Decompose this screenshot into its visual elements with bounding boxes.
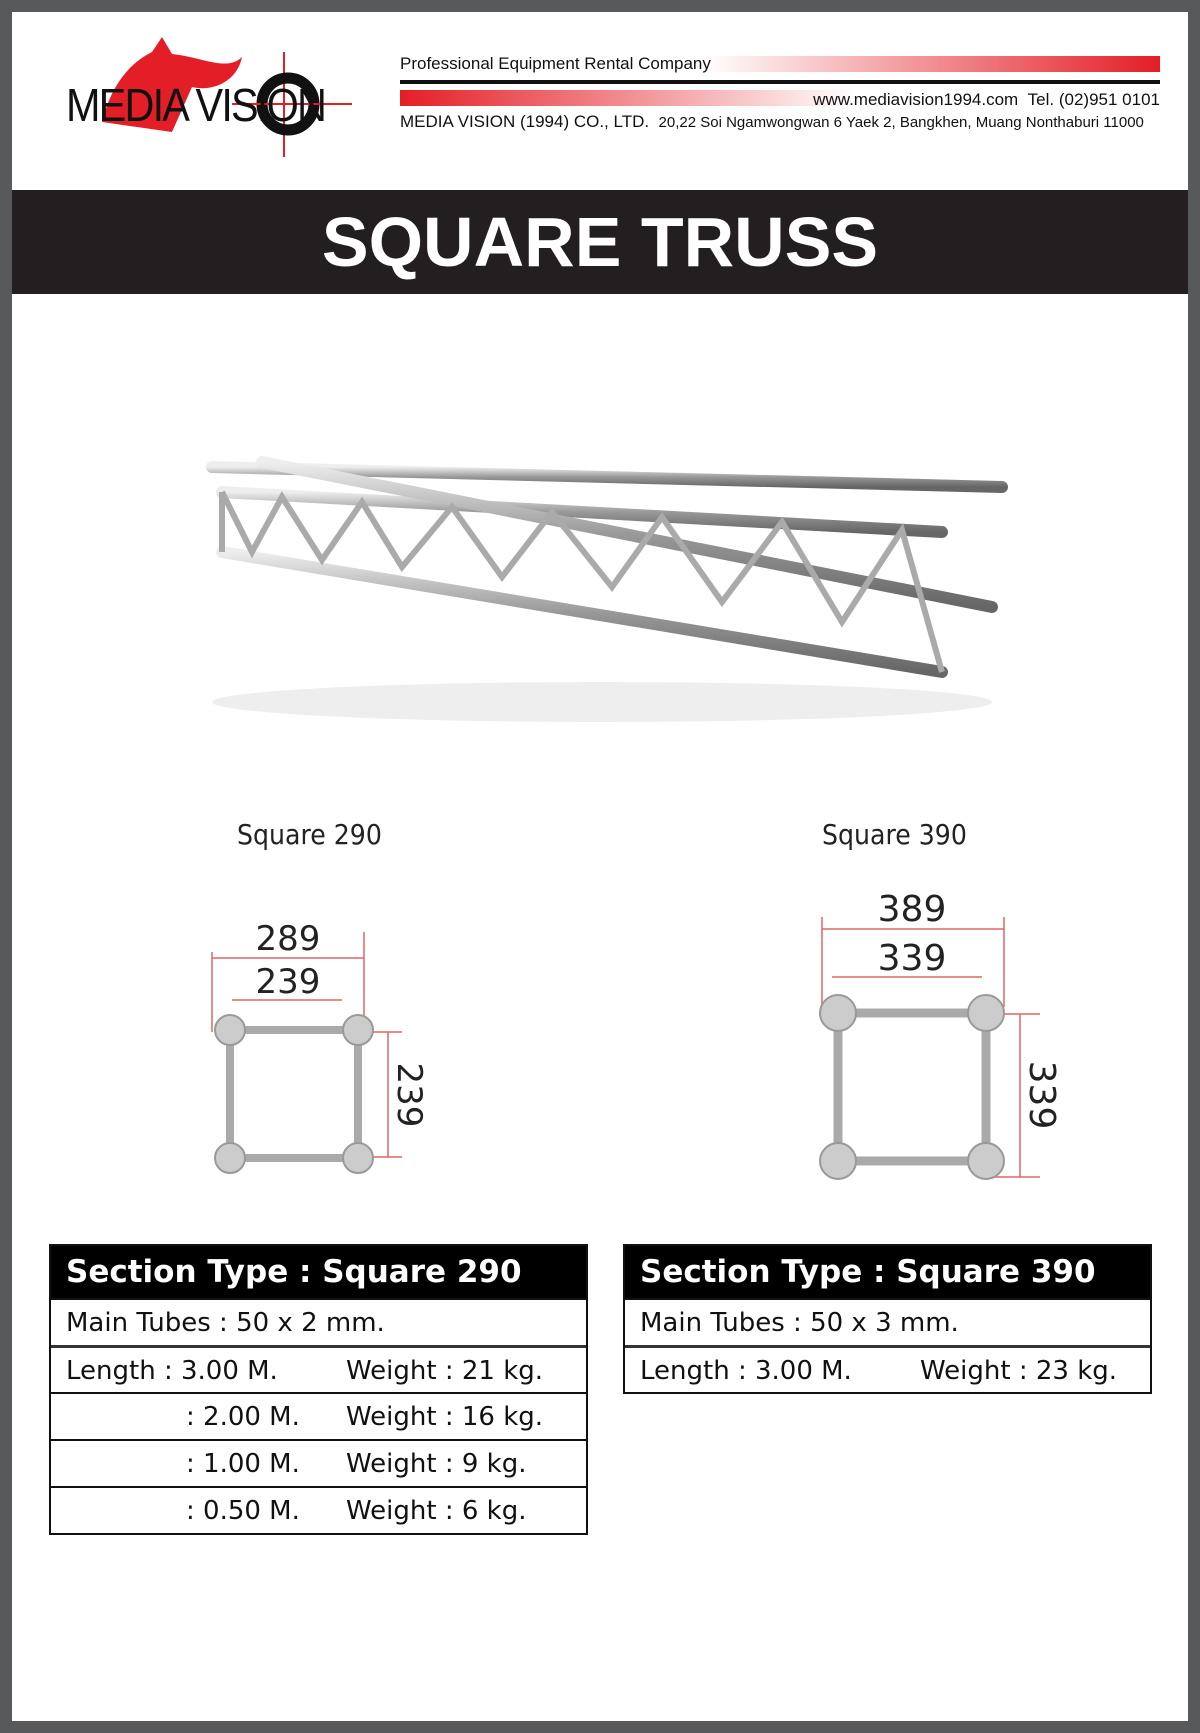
dim-side: 339	[1021, 1060, 1062, 1130]
media-vision-logo: MEDIA VISION	[52, 32, 382, 162]
tagline: Professional Equipment Rental Company	[400, 54, 1160, 72]
truss-image	[202, 432, 1032, 732]
table-header: Section Type : Square 390	[625, 1246, 1150, 1298]
square-290-diagram	[202, 902, 442, 1192]
spec-table-square-390	[623, 1244, 1152, 1394]
dim-outer: 389	[877, 889, 947, 930]
spec-sheet	[12, 12, 1188, 1721]
table-row: Length : 3.00 M. Weight : 23 kg.	[625, 1345, 1150, 1392]
address: MEDIA VISION (1994) CO., LTD. 20,22 Soi Ngamwongwan 6 Yaek 2, Bangkhen, Muang Nonthaburi 11000	[400, 112, 1144, 131]
dim-side: 239	[389, 1062, 429, 1128]
dim-outer: 289	[255, 919, 321, 959]
table-row: Main Tubes : 50 x 2 mm.	[51, 1298, 586, 1345]
dim-inner: 239	[255, 962, 321, 1002]
website-link[interactable]: www.mediavision1994.com	[813, 90, 1019, 109]
table-row: : 1.00 M. Weight : 9 kg.	[51, 1439, 586, 1486]
divider	[400, 80, 1160, 84]
table-row: Length : 3.00 M. Weight : 21 kg.	[51, 1345, 586, 1392]
contact	[400, 90, 1160, 110]
table-row: Main Tubes : 50 x 3 mm.	[625, 1298, 1150, 1345]
square-390-diagram	[802, 877, 1062, 1192]
square-290-label: Square 290	[237, 818, 382, 851]
table-row: : 2.00 M. Weight : 16 kg.	[51, 1392, 586, 1439]
square-390-label: Square 390	[822, 818, 967, 851]
page-title: SQUARE TRUSS	[12, 190, 1188, 294]
table-header: Section Type : Square 290	[51, 1246, 586, 1298]
dim-inner: 339	[877, 938, 947, 979]
table-row: : 0.50 M. Weight : 6 kg.	[51, 1486, 586, 1533]
phone: Tel. (02)951 0101	[1027, 90, 1160, 109]
spec-table-square-290	[49, 1244, 588, 1535]
